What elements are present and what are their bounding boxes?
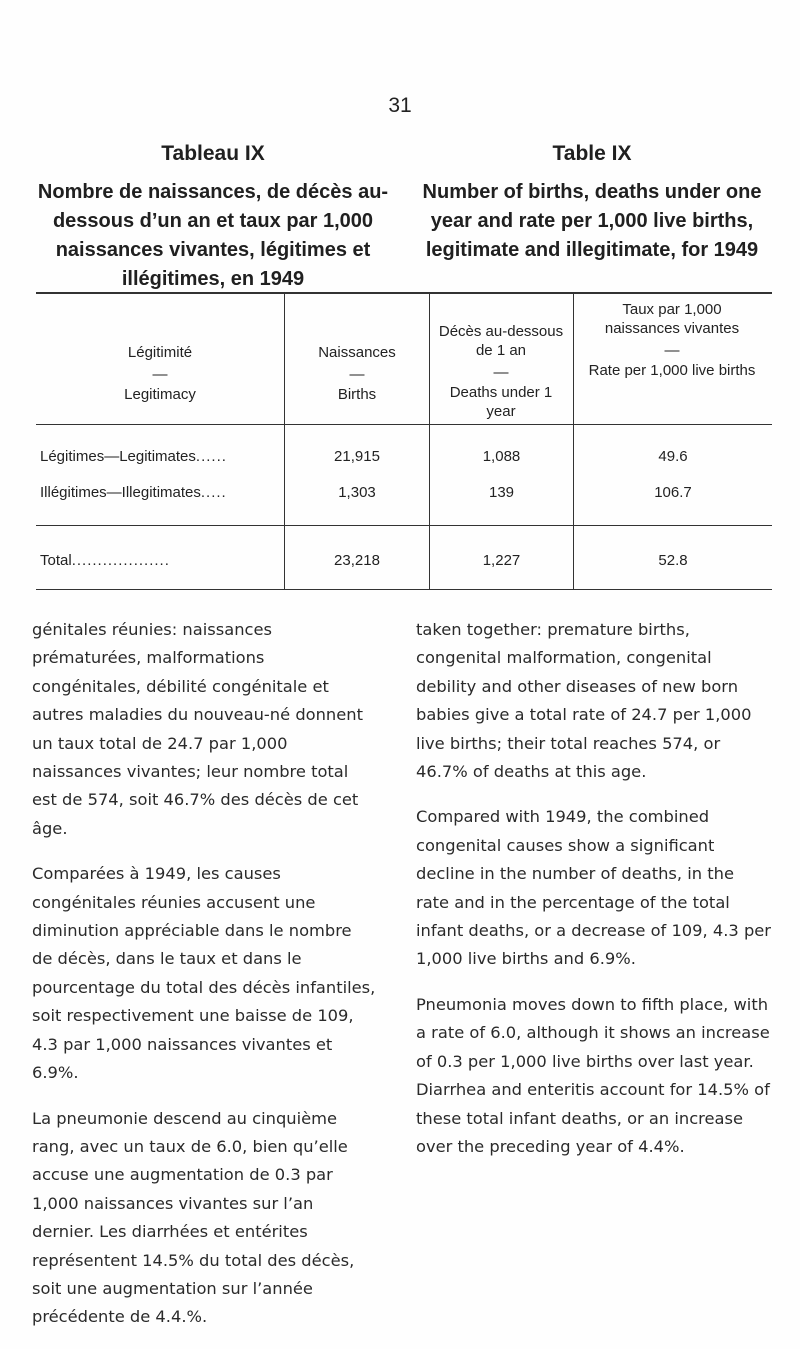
header-births-fr: Naissances <box>318 344 396 361</box>
header-legitimacy-fr: Légitimité <box>127 344 193 361</box>
table-row-illegitimate-births: 1,303 <box>338 484 376 501</box>
table-row-legitimate-label <box>40 447 282 466</box>
row-label: Légitimes—Legitimates <box>40 448 196 465</box>
table-caption-french: Nombre de naissances, de décès au-dessous d’un an et taux par 1,000 naissances vivantes, légitimes et illégitimes, en 1949 <box>37 181 389 290</box>
header-deaths-en: Deaths under 1 year <box>449 384 553 420</box>
paragraph-en-2: Compared with 1949, the combined congenital causes show a significant decline in the number of deaths, in the rate and in the percentage of the total infant deaths, or a decrease of 109, 4.3 per 1,000 live births and 6.9%. <box>416 807 771 969</box>
table-row-total-deaths: 1,227 <box>482 552 521 569</box>
header-legitimacy <box>36 343 284 404</box>
column-divider-3 <box>573 292 574 589</box>
title-block-french <box>28 142 398 294</box>
paragraph-fr-3: La pneumonie descend au cinquième rang, avec un taux de 6.0, bien qu’elle accuse une augmentation de 0.3 par 1,000 naissances vivantes sur l’an dernier. Les diarrhées et entérites représentent 14.5% du total des décès, soit une augmentation sur l’année précédente de 4.4.%. <box>32 1108 355 1327</box>
leader-dots: ..... <box>200 484 227 501</box>
body-text-english <box>416 616 771 1178</box>
table-caption-english: Number of births, deaths under one year and rate per 1,000 live births, legitimate and illegitimate, for 1949 <box>422 181 762 261</box>
row-label: Total <box>40 552 72 569</box>
page-number: 31 <box>388 94 412 117</box>
table-row-legitimate-deaths: 1,088 <box>482 448 521 465</box>
header-bottom-rule <box>36 424 772 425</box>
column-divider-2 <box>429 292 430 589</box>
table-label-french: Tableau IX <box>161 142 265 165</box>
header-rate-fr: Taux par 1,000 naissances vivantes <box>604 301 740 337</box>
header-births <box>285 343 429 404</box>
header-dash: — <box>493 364 509 381</box>
table-bottom-rule <box>36 589 772 590</box>
table-row-illegitimate-label <box>40 483 282 502</box>
header-births-en: Births <box>337 386 377 403</box>
header-deaths <box>436 322 566 421</box>
paragraph-fr-2: Comparées à 1949, les causes congénitales réunies accusent une diminution appréciable dans le nombre de décès, dans le taux et dans le pourcentage du total des décès infantiles, soit respectivement une baisse de 109, 4.3 par 1,000 naissances vivantes et 6.9%. <box>32 864 376 1083</box>
header-legitimacy-en: Legitimacy <box>124 386 196 403</box>
table-row-total-births: 23,218 <box>334 552 380 569</box>
table-top-rule <box>36 292 772 294</box>
total-top-rule <box>36 525 772 526</box>
header-dash: — <box>664 342 680 359</box>
row-label: Illégitimes—Illegitimates <box>40 484 201 501</box>
header-dash: — <box>349 366 365 383</box>
header-dash: — <box>152 366 168 383</box>
title-block-english <box>407 142 777 265</box>
body-text-french <box>32 616 377 1349</box>
table-row-illegitimate-rate: 106.7 <box>654 484 692 501</box>
table-row-legitimate-rate: 49.6 <box>658 448 688 465</box>
column-divider-1 <box>284 292 285 589</box>
paragraph-fr-1: génitales réunies: naissances prématurées, malformations congénitales, débilité congénitale et autres maladies du nouveau-né donnent un taux total de 24.7 par 1,000 naissances vivantes; leur nombre total est de 574, soit 46.7% des décès de cet âge. <box>32 620 363 838</box>
table-row-legitimate-births: 21,915 <box>334 448 380 465</box>
header-rate-en: Rate per 1,000 live births <box>588 362 756 379</box>
leader-dots: ................... <box>71 552 170 569</box>
table-row-illegitimate-deaths: 139 <box>488 484 515 501</box>
table-row-total-rate: 52.8 <box>658 552 688 569</box>
paragraph-en-1: taken together: premature births, congenital malformation, congenital debility and other diseases of new born babies give a total rate of 24.7 per 1,000 live births; their total reaches 574, or 46.7% of deaths at this age. <box>416 620 752 782</box>
paragraph-en-3: Pneumonia moves down to fifth place, with a rate of 6.0, although it shows an increase of 0.3 per 1,000 live births over last year. Diarrhea and enteritis account for 14.5% of these total infant deaths, or an increase over the preceding year of 4.4%. <box>416 994 770 1156</box>
table-row-total-label <box>40 551 282 570</box>
header-deaths-fr: Décès au-dessous de 1 an <box>438 323 564 359</box>
leader-dots: ...... <box>195 448 227 465</box>
table-label-english: Table IX <box>552 142 632 165</box>
header-rate <box>584 300 760 380</box>
